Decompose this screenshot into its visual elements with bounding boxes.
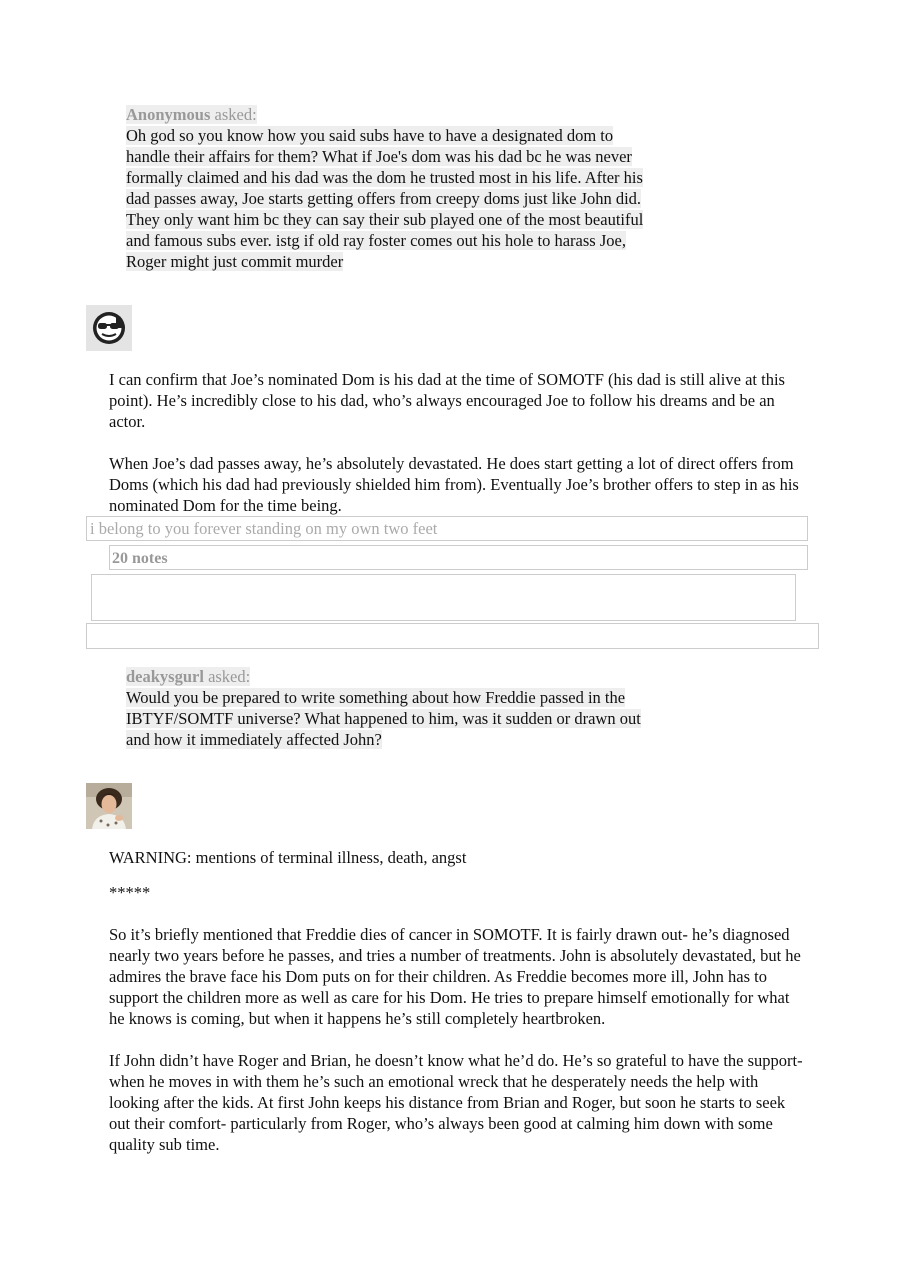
notes-panel [91, 574, 796, 621]
question-line: dad passes away, Joe starts getting offers from creepy doms just like John did. [126, 189, 642, 208]
asker [126, 667, 250, 686]
answer-paragraph: When Joe’s dad passes away, he’s absolutely devastated. He does start getting a lot of direct offers from Doms (which his dad had previously shielded him from). Eventually Joe’s brother offers to step in as his nominated Dom for the time being. [109, 454, 799, 515]
question-text [126, 687, 706, 750]
question-line: and how it immediately affected John? [126, 730, 382, 749]
question-line: Roger might just commit murder [126, 252, 344, 271]
content-warning: WARNING: mentions of terminal illness, death, angst [109, 848, 467, 867]
profile-photo-icon[interactable] [86, 783, 132, 829]
ask-block-2 [126, 666, 706, 750]
tag-link[interactable]: i belong to you forever standing on my own two feet [90, 519, 438, 538]
asker-suffix: asked: [210, 105, 257, 124]
answer-block-1 [109, 369, 809, 537]
answer-paragraph: I can confirm that Joe’s nominated Dom is his dad at the time of SOMOTF (his dad is still alive at this point). He’s incredibly close to his dad, who’s always encouraged Joe to follow his dreams and be an actor. [109, 370, 785, 431]
asker [126, 105, 257, 124]
asker-suffix: asked: [203, 667, 251, 686]
asker-name-link[interactable]: deakysgurl [126, 667, 204, 686]
notes-count[interactable] [109, 545, 808, 570]
question-line: and famous subs ever. istg if old ray foster comes out his hole to harass Joe, [126, 231, 626, 250]
separator-stars: ***** [109, 883, 151, 902]
question-text [126, 125, 706, 272]
sunglasses-face-icon[interactable] [86, 305, 132, 351]
answer-block-2 [109, 847, 809, 1176]
question-line: They only want him bc they can say their sub played one of the most beautiful [126, 210, 644, 229]
post-tags[interactable] [86, 516, 808, 541]
ask-block-1 [126, 104, 706, 272]
post-footer-bar [86, 623, 819, 649]
question-line: formally claimed and his dad was the dom he trusted most in his life. After his [126, 168, 643, 187]
question-line: handle their affairs for them? What if Joe's dom was his dad bc he was never [126, 147, 632, 166]
question-line: Oh god so you know how you said subs have to have a designated dom to [126, 126, 614, 145]
answer-paragraph: So it’s briefly mentioned that Freddie dies of cancer in SOMOTF. It is fairly drawn out- he’s diagnosed nearly two years before he passes, and tries a number of treatments. John is absolutely devastated, but he admires the brave face his Dom puts on for their children. As Freddie becomes more ill, John has to support the children more as well as care for his Dom. He tries to prepare himself emotionally for what he knows is coming, but when it happens he’s still completely heartbroken. [109, 925, 801, 1028]
asker-line [126, 104, 706, 125]
asker-name-link[interactable]: Anonymous [126, 105, 211, 124]
question-line: IBTYF/SOMTF universe? What happened to him, was it sudden or drawn out [126, 709, 641, 728]
notes-link[interactable]: 20 notes [112, 550, 168, 567]
question-line: Would you be prepared to write something about how Freddie passed in the [126, 688, 626, 707]
answer-paragraph: If John didn’t have Roger and Brian, he doesn’t know what he’d do. He’s so grateful to have the support- when he moves in with them he’s such an emotional wreck that he desperately needs the help with looking after the kids. At first John keeps his distance from Brian and Roger, but soon he starts to seek out their comfort- particularly from Roger, who’s always been good at calming him down with some quality sub time. [109, 1051, 803, 1154]
asker-line [126, 666, 706, 687]
